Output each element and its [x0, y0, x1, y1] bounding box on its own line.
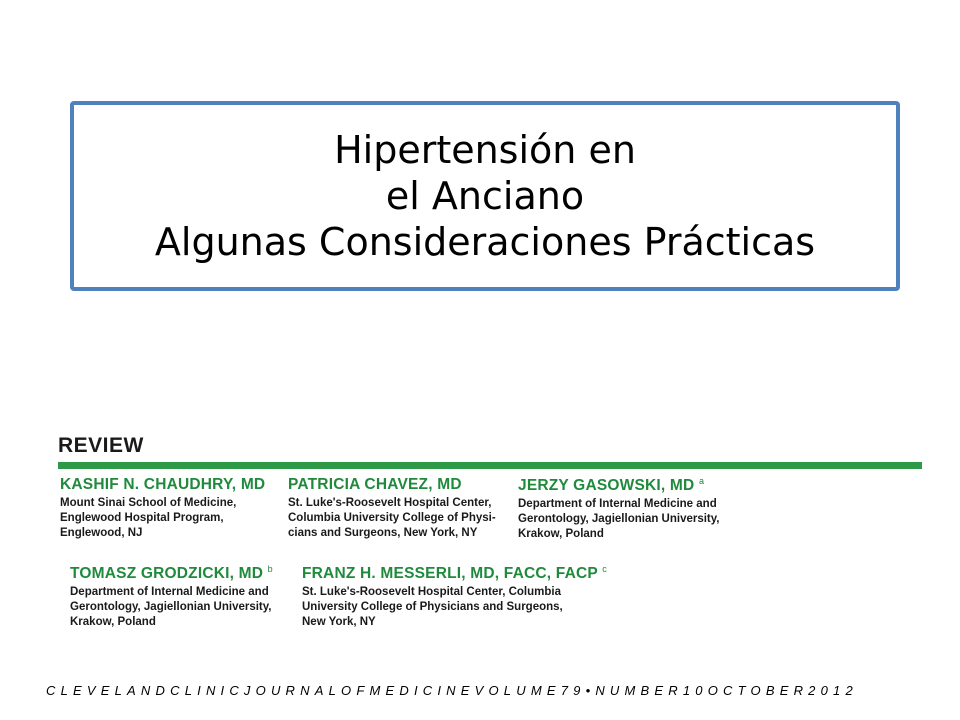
affiliation-line: University College of Physicians and Surgeons, — [302, 601, 563, 614]
author-name: TOMASZ GRODZICKI, MD $^b$ — [70, 564, 273, 583]
title-line-2: el Anciano — [385, 174, 585, 218]
title-line-3: Algunas Consideraciones Prácticas — [154, 220, 816, 264]
affiliation-line: cians and Surgeons, New York, NY — [288, 527, 478, 539]
author-affiliation — [518, 497, 720, 542]
affiliation-line: St. Luke's-Roosevelt Hospital Center, — [288, 497, 492, 509]
green-divider — [58, 462, 922, 469]
review-label: REVIEW — [58, 434, 144, 457]
affiliation-line: Department of Internal Medicine and — [518, 498, 717, 511]
author-name: KASHIF N. CHAUDHRY, MD — [60, 476, 266, 493]
affiliation-line: St. Luke's-Roosevelt Hospital Center, Columbia — [302, 586, 561, 599]
author-affiliation — [288, 496, 496, 541]
author-messerli — [302, 564, 607, 630]
affiliation-line: Department of Internal Medicine and — [70, 586, 269, 599]
author-superscript: b — [267, 564, 273, 574]
affiliation-line: Englewood Hospital Program, — [60, 512, 224, 524]
affiliation-line: Gerontology, Jagiellonian University, — [518, 513, 720, 526]
author-name: JERZY GASOWSKI, MD $^a$ — [518, 476, 705, 495]
author-superscript: c — [602, 564, 607, 574]
author-affiliation — [70, 585, 273, 630]
affiliation-line: Englewood, NJ — [60, 527, 143, 539]
affiliation-line: New York, NY — [302, 616, 376, 629]
author-chavez — [288, 476, 496, 541]
affiliation-line: Krakow, Poland — [70, 616, 156, 629]
author-chaudhry — [60, 476, 265, 541]
author-name: FRANZ H. MESSERLI, MD, FACC, FACP $^c$ — [302, 564, 607, 583]
author-grodzicki — [70, 564, 273, 630]
author-superscript: a — [698, 476, 705, 486]
title-line-1: Hipertensión en — [334, 128, 636, 172]
author-gasowski — [518, 476, 720, 542]
journal-citation: CLEVELANDCLINICJOURNALOFMEDICINEVOLUME79•NUMBER10OCTOBER2012 — [46, 683, 858, 698]
affiliation-line: Mount Sinai School of Medicine, — [60, 497, 237, 509]
affiliation-line: Columbia University College of Physi- — [288, 512, 496, 524]
author-affiliation — [302, 585, 607, 630]
author-affiliation — [60, 496, 265, 541]
author-name: PATRICIA CHAVEZ, MD — [288, 476, 462, 493]
affiliation-line: Krakow, Poland — [518, 528, 604, 541]
title-box — [70, 101, 900, 291]
affiliation-line: Gerontology, Jagiellonian University, — [70, 601, 272, 614]
